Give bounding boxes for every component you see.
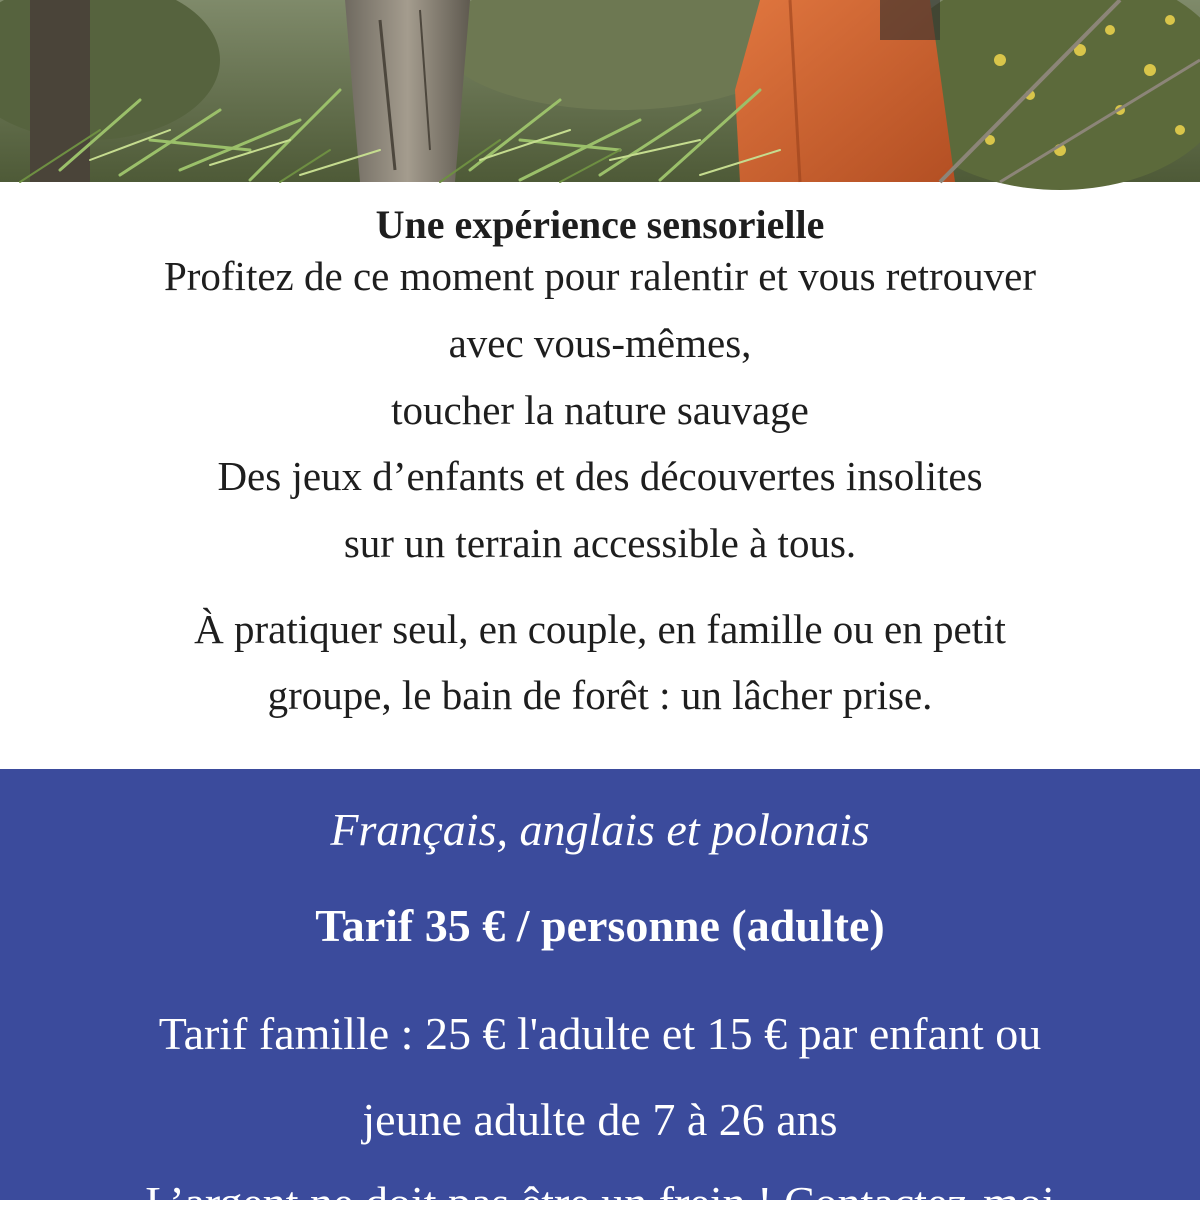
forest-photo-illustration	[0, 0, 1200, 182]
intro-line: sur un terrain accessible à tous.	[343, 520, 857, 566]
family-price-line: jeune adulte de 7 à 26 ans	[362, 1094, 838, 1145]
intro-line: Profitez de ce moment pour ralentir et vous retrouver	[163, 253, 1037, 299]
intro-section	[0, 182, 1200, 769]
section-heading: Une expérience sensorielle	[375, 202, 825, 247]
forest-photo	[0, 0, 1200, 182]
intro-line: Des jeux d’enfants et des découvertes insolites	[217, 453, 983, 499]
price-text: Tarif 35 € / personne (adulte)	[315, 900, 885, 951]
intro-line: groupe, le bain de forêt : un lâcher prise.	[267, 672, 933, 718]
intro-line: toucher la nature sauvage	[391, 387, 809, 433]
pricing-section	[0, 769, 1200, 1228]
intro-line: À pratiquer seul, en couple, en famille ou en petit	[194, 606, 1006, 652]
languages-text: Français, anglais et polonais	[330, 804, 870, 855]
contact-line: L’argent ne doit pas être un frein ! Contactez-moi	[145, 1177, 1055, 1228]
intro-line: avec vous-mêmes,	[448, 320, 752, 366]
family-price-line: Tarif famille : 25 € l'adulte et 15 € par enfant ou	[158, 1008, 1042, 1059]
